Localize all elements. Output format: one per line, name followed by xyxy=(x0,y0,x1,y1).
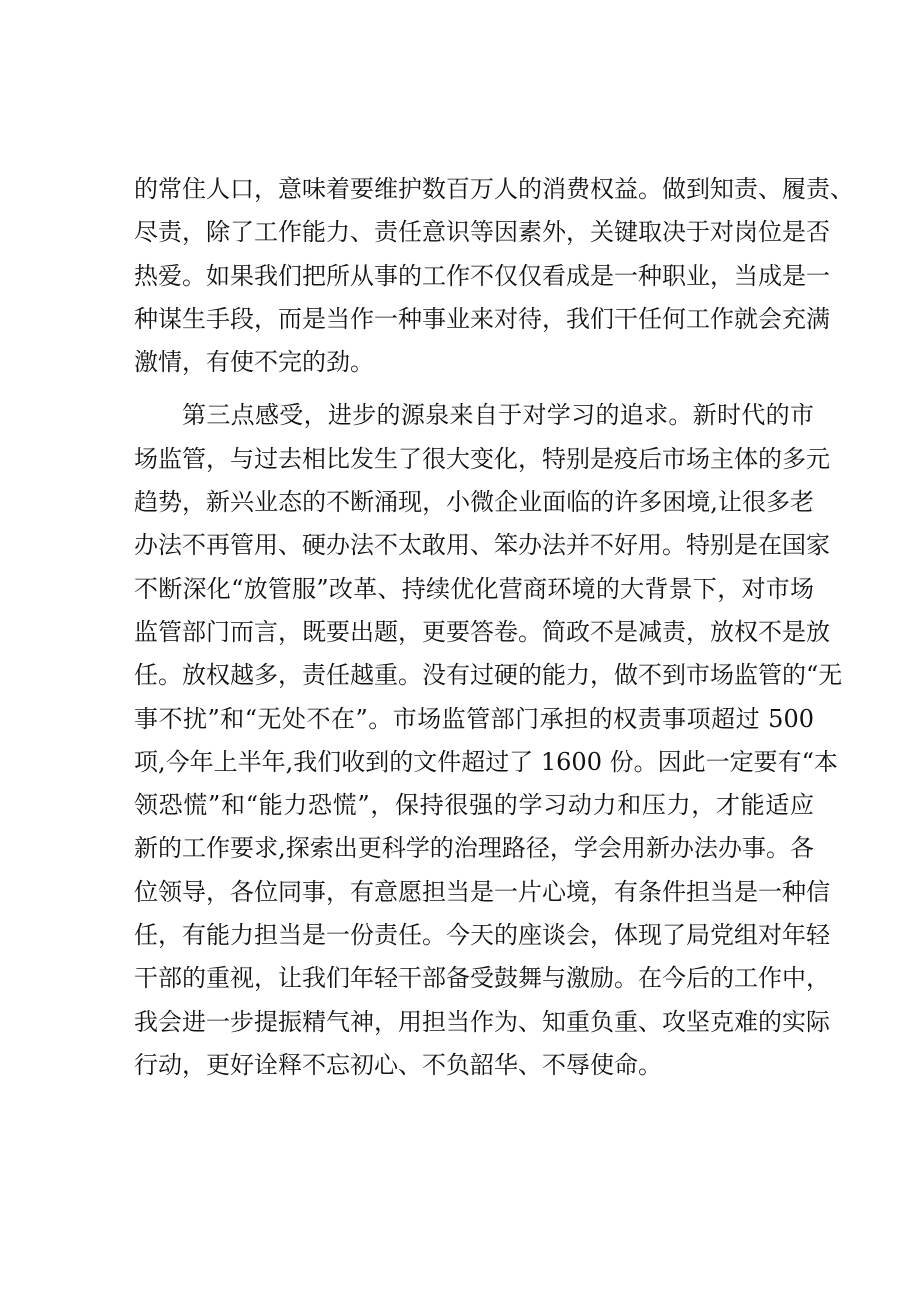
text-line: 事不扰”和“无处不在”。市场监管部门承担的权责事项超过 500 xyxy=(134,704,814,733)
text-line: 种谋生手段，而是当作一种事业来对待，我们干任何工作就会充满 xyxy=(134,304,830,333)
text-line: 场监管，与过去相比发生了很大变化，特别是疫后市场主体的多元 xyxy=(134,444,830,473)
text-line: 任。放权越多，责任越重。没有过硬的能力，做不到市场监管的“无 xyxy=(134,661,843,690)
text-line: 领恐慌”和“能力恐慌”，保持很强的学习动力和压力，才能适应 xyxy=(134,791,814,820)
text-line: 我会进一步提振精气神，用担当作为、知重负重、攻坚克难的实际 xyxy=(134,1007,830,1036)
text-line: 热爱。如果我们把所从事的工作不仅仅看成是一种职业，当成是一 xyxy=(134,261,830,290)
text-line: 不断深化“放管服”改革、持续优化营商环境的大背景下，对市场 xyxy=(134,574,814,603)
text-line: 位领导，各位同事，有意愿担当是一片心境，有条件担当是一种信 xyxy=(134,877,830,906)
text-line: 的常住人口，意味着要维护数百万人的消费权益。做到知责、履责、 xyxy=(134,175,854,203)
text-line: 干部的重视，让我们年轻干部备受鼓舞与激励。在今后的工作中， xyxy=(134,964,830,993)
text-line: 尽责，除了工作能力、责任意识等因素外，关键取决于对岗位是否 xyxy=(134,218,830,247)
text-line: 激情，有使不完的劲。 xyxy=(134,348,374,377)
text-line: 项,今年上半年,我们收到的文件超过了 1600 份。因此一定要有“本 xyxy=(134,747,838,776)
paragraph-2 xyxy=(134,394,843,1087)
text-line: 办法不再管用、硬办法不太敢用、笨办法并不好用。特别是在国家 xyxy=(134,531,830,560)
text-line: 监管部门而言，既要出题，更要答卷。简政不是减责，放权不是放 xyxy=(134,617,830,646)
text-line: 新的工作要求,探索出更科学的治理路径，学会用新办法办事。各 xyxy=(134,834,814,863)
document-body xyxy=(134,168,854,1087)
text-line: 行动，更好诠释不忘初心、不负韶华、不辱使命。 xyxy=(134,1050,662,1079)
text-line: 趋势，新兴业态的不断涌现，小微企业面临的许多困境,让很多老 xyxy=(134,488,814,517)
paragraph-1 xyxy=(134,168,854,384)
paragraph-gap xyxy=(134,384,814,394)
text-line: 第三点感受，进步的源泉来自于对学习的追求。新时代的市 xyxy=(182,401,814,430)
text-line: 任，有能力担当是一份责任。今天的座谈会，体现了局党组对年轻 xyxy=(134,921,830,950)
